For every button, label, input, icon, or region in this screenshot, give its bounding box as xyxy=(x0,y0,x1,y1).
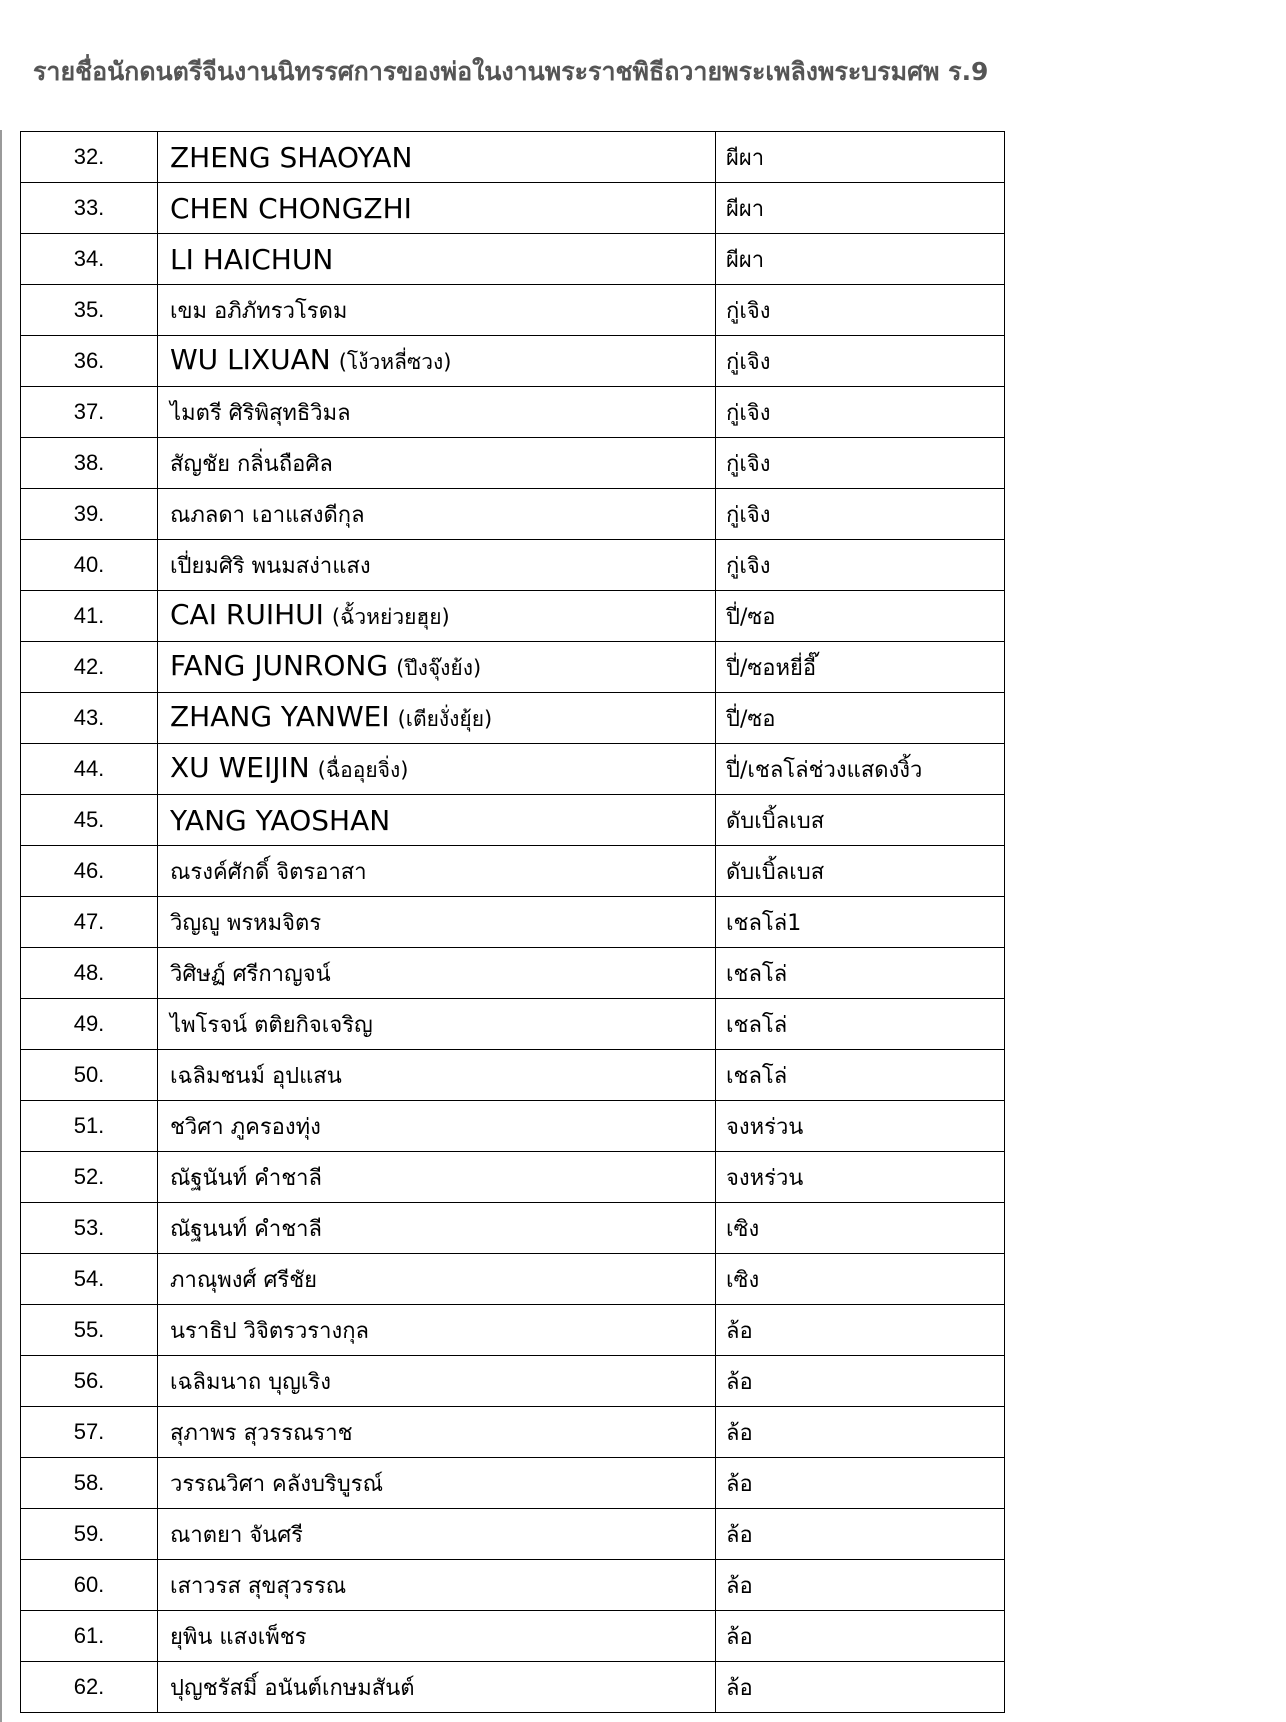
row-number: 58. xyxy=(21,1458,158,1509)
table-row xyxy=(21,1203,1005,1254)
musician-name-cell xyxy=(158,1050,716,1101)
table-row xyxy=(21,1611,1005,1662)
instrument-cell: เชลโล่ xyxy=(716,1050,1005,1101)
instrument-cell: ล้อ xyxy=(716,1458,1005,1509)
instrument-cell: ล้อ xyxy=(716,1356,1005,1407)
instrument-cell: ปี่/เชลโล่ช่วงแสดงงิ้ว xyxy=(716,744,1005,795)
musician-name-thai: ณาตยา จันศรี xyxy=(170,1522,303,1548)
musician-name-cell xyxy=(158,642,716,693)
musician-name-cell xyxy=(158,540,716,591)
instrument-cell: กู่เจิง xyxy=(716,489,1005,540)
row-number: 41. xyxy=(21,591,158,642)
musician-name-thai: ไมตรี ศิริพิสุทธิวิมล xyxy=(170,400,351,426)
page-title: รายชื่อนักดนตรีจีนงานนิทรรศการของพ่อในงานพระราชพิธีถวายพระเพลิงพระบรมศพ ร.9 xyxy=(33,57,989,86)
musician-name-note: (ปึงจุ๊งย้ง) xyxy=(396,656,482,680)
row-number: 54. xyxy=(21,1254,158,1305)
table-row xyxy=(21,132,1005,183)
musician-name-cell xyxy=(158,1560,716,1611)
left-margin-rule xyxy=(0,130,2,1722)
musician-name-thai: นราธิป วิจิตรวรางกุล xyxy=(170,1318,370,1344)
instrument-cell: ล้อ xyxy=(716,1509,1005,1560)
table-row xyxy=(21,438,1005,489)
instrument-cell: ผีผา xyxy=(716,183,1005,234)
musician-name-cell xyxy=(158,438,716,489)
musician-name-cell xyxy=(158,1458,716,1509)
row-number: 49. xyxy=(21,999,158,1050)
table-row xyxy=(21,234,1005,285)
row-number: 33. xyxy=(21,183,158,234)
table-row xyxy=(21,1356,1005,1407)
musician-name-latin: YANG YAOSHAN xyxy=(170,803,391,837)
row-number: 51. xyxy=(21,1101,158,1152)
musician-name-note: (โง้วหลี่ซวง) xyxy=(338,350,452,374)
row-number: 61. xyxy=(21,1611,158,1662)
row-number: 56. xyxy=(21,1356,158,1407)
table-row xyxy=(21,387,1005,438)
musician-name-latin: LI HAICHUN xyxy=(170,242,334,276)
musician-name-thai: เฉลิมชนม์ อุปแสน xyxy=(170,1063,342,1089)
row-number: 40. xyxy=(21,540,158,591)
musician-name-cell xyxy=(158,132,716,183)
row-number: 35. xyxy=(21,285,158,336)
row-number: 38. xyxy=(21,438,158,489)
musician-name-cell xyxy=(158,1611,716,1662)
musician-name-cell xyxy=(158,591,716,642)
musician-name-thai: ณรงค์ศักดิ์ จิตรอาสา xyxy=(170,859,367,885)
table-row xyxy=(21,1662,1005,1713)
table-row xyxy=(21,183,1005,234)
musician-name-note: (เตียงั่งยุ้ย) xyxy=(397,707,493,731)
instrument-cell: กู่เจิง xyxy=(716,438,1005,489)
musician-name-cell xyxy=(158,387,716,438)
musician-name-cell xyxy=(158,1254,716,1305)
instrument-cell: ผีผา xyxy=(716,132,1005,183)
row-number: 39. xyxy=(21,489,158,540)
musician-name-cell xyxy=(158,1203,716,1254)
musician-name-cell xyxy=(158,234,716,285)
table-row xyxy=(21,489,1005,540)
instrument-cell: ปี่/ซอหยี่อี๊ xyxy=(716,642,1005,693)
row-number: 34. xyxy=(21,234,158,285)
musician-name-cell xyxy=(158,183,716,234)
musician-name-thai: ปุญชรัสมิ์ อนันต์เกษมสันต์ xyxy=(170,1675,415,1701)
row-number: 48. xyxy=(21,948,158,999)
musician-name-thai: ณัฐนนท์ คำชาลี xyxy=(170,1216,322,1242)
musician-table xyxy=(20,131,1005,1713)
instrument-cell: เซิง xyxy=(716,1254,1005,1305)
musician-name-cell xyxy=(158,336,716,387)
instrument-cell: ล้อ xyxy=(716,1662,1005,1713)
table-row xyxy=(21,1407,1005,1458)
table-row xyxy=(21,948,1005,999)
musician-name-cell xyxy=(158,489,716,540)
musician-name-cell xyxy=(158,897,716,948)
instrument-cell: ปี่/ซอ xyxy=(716,693,1005,744)
row-number: 36. xyxy=(21,336,158,387)
musician-name-note: (ฉั้วหย่วยฮุย) xyxy=(331,605,450,629)
musician-name-thai: ยุพิน แสงเพ็ชร xyxy=(170,1624,307,1650)
table-row xyxy=(21,1509,1005,1560)
musician-name-cell xyxy=(158,1101,716,1152)
musician-name-cell xyxy=(158,1662,716,1713)
musician-name-latin: CHEN CHONGZHI xyxy=(170,191,412,225)
musician-name-cell xyxy=(158,1356,716,1407)
row-number: 46. xyxy=(21,846,158,897)
row-number: 52. xyxy=(21,1152,158,1203)
musician-name-thai: วิศิษฏ์ ศรีกาญจน์ xyxy=(170,961,331,987)
instrument-cell: จงหร่วน xyxy=(716,1101,1005,1152)
musician-name-cell xyxy=(158,1305,716,1356)
table-row xyxy=(21,744,1005,795)
instrument-cell: ล้อ xyxy=(716,1305,1005,1356)
instrument-cell: ดับเบิ้ลเบส xyxy=(716,795,1005,846)
table-row xyxy=(21,1254,1005,1305)
musician-name-cell xyxy=(158,1152,716,1203)
musician-name-cell xyxy=(158,846,716,897)
row-number: 44. xyxy=(21,744,158,795)
musician-name-cell xyxy=(158,999,716,1050)
row-number: 37. xyxy=(21,387,158,438)
table-row xyxy=(21,1101,1005,1152)
instrument-cell: กู่เจิง xyxy=(716,285,1005,336)
table-row xyxy=(21,897,1005,948)
musician-name-thai: เฉลิมนาถ บุญเริง xyxy=(170,1369,331,1395)
musician-name-thai: วิญญู พรหมจิตร xyxy=(170,910,322,936)
instrument-cell: กู่เจิง xyxy=(716,336,1005,387)
musician-name-latin: FANG JUNRONG xyxy=(170,649,389,682)
instrument-cell: จงหร่วน xyxy=(716,1152,1005,1203)
table-row xyxy=(21,591,1005,642)
table-row xyxy=(21,540,1005,591)
musician-name-thai: วรรณวิศา คลังบริบูรณ์ xyxy=(170,1471,383,1497)
table-row xyxy=(21,1560,1005,1611)
table-row xyxy=(21,1152,1005,1203)
table-row xyxy=(21,1458,1005,1509)
table-row xyxy=(21,1305,1005,1356)
instrument-cell: ล้อ xyxy=(716,1407,1005,1458)
musician-name-latin: CAI RUIHUI xyxy=(170,598,324,631)
musician-name-thai: สัญชัย กลิ่นถือศิล xyxy=(170,451,333,477)
row-number: 43. xyxy=(21,693,158,744)
musician-name-thai: ชวิศา ภูครองทุ่ง xyxy=(170,1114,321,1140)
instrument-cell: กู่เจิง xyxy=(716,387,1005,438)
instrument-cell: กู่เจิง xyxy=(716,540,1005,591)
instrument-cell: เซิง xyxy=(716,1203,1005,1254)
instrument-cell: ล้อ xyxy=(716,1560,1005,1611)
row-number: 45. xyxy=(21,795,158,846)
row-number: 60. xyxy=(21,1560,158,1611)
row-number: 47. xyxy=(21,897,158,948)
musician-name-thai: ไพโรจน์ ตติยกิจเจริญ xyxy=(170,1012,373,1038)
instrument-cell: ปี่/ซอ xyxy=(716,591,1005,642)
musician-name-latin: ZHENG SHAOYAN xyxy=(170,140,413,174)
table-row xyxy=(21,846,1005,897)
instrument-cell: ดับเบิ้ลเบส xyxy=(716,846,1005,897)
musician-name-cell xyxy=(158,1407,716,1458)
table-row xyxy=(21,285,1005,336)
musician-name-thai: ภาณุพงศ์ ศรีชัย xyxy=(170,1267,318,1293)
musician-name-thai: เปี่ยมศิริ พนมสง่าแสง xyxy=(170,553,371,579)
row-number: 55. xyxy=(21,1305,158,1356)
musician-name-thai: เสาวรส สุขสุวรรณ xyxy=(170,1573,347,1599)
instrument-cell: ล้อ xyxy=(716,1611,1005,1662)
musician-name-cell xyxy=(158,693,716,744)
row-number: 53. xyxy=(21,1203,158,1254)
table-row xyxy=(21,999,1005,1050)
musician-name-cell xyxy=(158,285,716,336)
musician-name-cell xyxy=(158,744,716,795)
row-number: 59. xyxy=(21,1509,158,1560)
table-row xyxy=(21,1050,1005,1101)
table-row xyxy=(21,795,1005,846)
row-number: 32. xyxy=(21,132,158,183)
row-number: 42. xyxy=(21,642,158,693)
instrument-cell: เชลโล่ xyxy=(716,948,1005,999)
musician-name-cell xyxy=(158,948,716,999)
musician-name-cell xyxy=(158,1509,716,1560)
musician-name-thai: ณัฐนันท์ คำชาลี xyxy=(170,1165,322,1191)
table-row xyxy=(21,693,1005,744)
table-row xyxy=(21,336,1005,387)
row-number: 50. xyxy=(21,1050,158,1101)
table-row xyxy=(21,642,1005,693)
row-number: 62. xyxy=(21,1662,158,1713)
musician-name-thai: สุภาพร สุวรรณราช xyxy=(170,1420,353,1446)
musician-name-thai: เขม อภิภัทรวโรดม xyxy=(170,298,348,324)
musician-name-latin: WU LIXUAN xyxy=(170,343,331,376)
instrument-cell: เชลโล่ xyxy=(716,999,1005,1050)
instrument-cell: เชลโล่1 xyxy=(716,897,1005,948)
musician-name-thai: ณภลดา เอาแสงดีกุล xyxy=(170,502,365,528)
musician-table-body xyxy=(21,132,1005,1713)
instrument-cell: ผีผา xyxy=(716,234,1005,285)
musician-name-note: (ฉื่ออุยจิ่ง) xyxy=(317,758,409,782)
musician-name-latin: ZHANG YANWEI xyxy=(170,700,390,733)
row-number: 57. xyxy=(21,1407,158,1458)
musician-name-cell xyxy=(158,795,716,846)
musician-name-latin: XU WEIJIN xyxy=(170,751,310,784)
